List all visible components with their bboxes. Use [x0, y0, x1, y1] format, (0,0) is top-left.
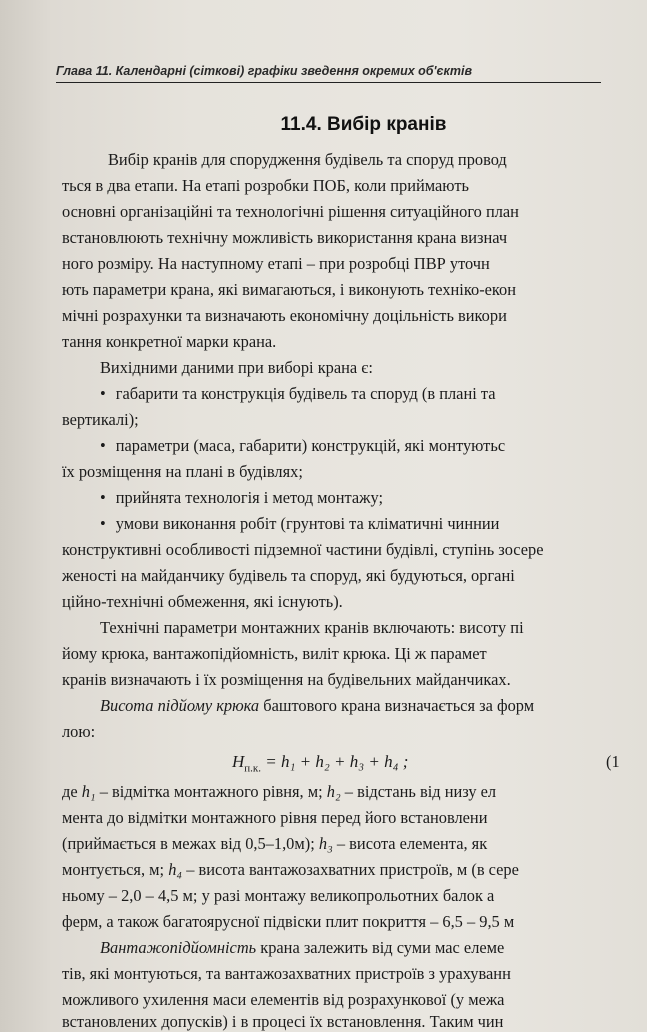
symbol: h₃	[318, 834, 333, 853]
text-line: тання конкретної марки крана.	[62, 332, 277, 351]
text-line: ферм, а також багатоярусної підвіски плит покриття – 6,5 – 9,5 м	[62, 912, 515, 931]
term-hook-height: Висота підйому крюка	[100, 696, 260, 715]
bullet-item	[100, 514, 499, 534]
text-line: йому крюка, вантажопідйомність, виліт крюка. Ці ж парамет	[62, 644, 487, 663]
running-header	[56, 64, 616, 78]
text-span: баштового крана визначається за форм	[263, 696, 535, 715]
text-line: мента до відмітки монтажного рівня перед його встановлени	[62, 808, 488, 827]
bullet-icon: •	[100, 436, 106, 455]
text-line	[100, 938, 504, 958]
text-line: вертикалі);	[62, 410, 139, 429]
text-line: кранів визначають і їх розміщення на будівельних майданчиках.	[62, 670, 511, 689]
text-line: основні організаційні та технологічні рішення ситуаційного план	[62, 202, 519, 221]
text-line: Вихідними даними при виборі крана є:	[100, 358, 373, 377]
symbol: h₁	[81, 782, 96, 801]
text-span: монтується, м;	[62, 860, 165, 879]
text-line: встановлюють технічну можливість використання крана визнач	[62, 228, 508, 247]
text-line: встановлених допусків) і в процесі їх встановлення. Таким чин	[62, 1012, 504, 1031]
text-span: крана залежить від суми мас елеме	[260, 938, 505, 957]
text-line: ційно-технічні обмеження, які існують).	[62, 592, 343, 611]
text-line: Технічні параметри монтажних кранів включають: висоту пі	[100, 618, 524, 637]
text-line	[62, 834, 487, 854]
bullet-icon: •	[100, 514, 106, 533]
header-rule	[56, 82, 601, 83]
text-line: їх розміщення на плані в будівлях;	[62, 462, 303, 481]
text-span: – висота елемента, як	[336, 834, 488, 853]
text-line: ють параметри крана, які вимагаються, і виконують техніко-екон	[62, 280, 517, 299]
symbol: h₂	[326, 782, 341, 801]
text-line	[62, 782, 496, 802]
bullet-item	[100, 488, 383, 508]
symbol: h₄	[168, 860, 183, 879]
text-line: ться в два етапи. На етапі розробки ПОБ, коли приймають	[62, 176, 469, 195]
chapter-label: Глава 11.	[56, 64, 113, 78]
text-line: Вибір кранів для спорудження будівель та споруд провод	[108, 150, 507, 169]
text-line: ного розміру. На наступному етапі – при розробці ПВР уточн	[62, 254, 490, 273]
bullet-item	[100, 384, 496, 404]
term-load-capacity: Вантажопідйомність	[100, 938, 257, 957]
formula-lhs-subscript: п.к.	[244, 762, 262, 775]
bullet-icon: •	[100, 488, 106, 507]
text-line	[100, 696, 534, 716]
formula	[232, 752, 408, 774]
bullet-item	[100, 436, 505, 456]
text-span: (приймається в межах від 0,5–1,0м);	[62, 834, 315, 853]
bullet-text: умови виконання робіт (грунтові та кліматичні чиннии	[115, 514, 500, 533]
text-line: конструктивні особливості підземної частини будівлі, ступінь зосере	[62, 540, 544, 559]
text-span: – висота вантажозахватних пристроїв, м (в сере	[186, 860, 519, 879]
text-line: можливого ухилення маси елементів від розрахункової (у межа	[62, 990, 505, 1009]
bullet-text: прийнята технологія і метод монтажу;	[115, 488, 384, 507]
text-line: тів, які монтуються, та вантажозахватних пристроїв з урахуванн	[62, 964, 511, 983]
text-line: женості на майданчику будівель та споруд, які будуються, органі	[62, 566, 515, 585]
text-line: ньому – 2,0 – 4,5 м; у разі монтажу великопрольотних балок а	[62, 886, 495, 905]
text-span: – відстань від низу ел	[344, 782, 497, 801]
text-line	[62, 860, 519, 880]
text-line: лою:	[62, 722, 96, 741]
section-title: 11.4. Вибір кранів	[280, 114, 447, 135]
formula-rhs: = h₁ + h₂ + h₃ + h₄ ;	[265, 752, 409, 771]
formula-number: (1	[606, 752, 620, 771]
text-span: – відмітка монтажного рівня, м;	[99, 782, 323, 801]
bullet-text: параметри (маса, габарити) конструкцій, які монтуютьс	[115, 436, 506, 455]
text-line: мічні розрахунки та визначають економічну доцільність викори	[62, 306, 507, 325]
chapter-title: Календарні (сіткові) графіки зведення окремих об'єктів	[115, 64, 473, 78]
bullet-text: габарити та конструкція будівель та споруд (в плані та	[115, 384, 496, 403]
bullet-icon: •	[100, 384, 106, 403]
text-span: де	[62, 782, 78, 801]
formula-lhs: H	[232, 752, 245, 771]
